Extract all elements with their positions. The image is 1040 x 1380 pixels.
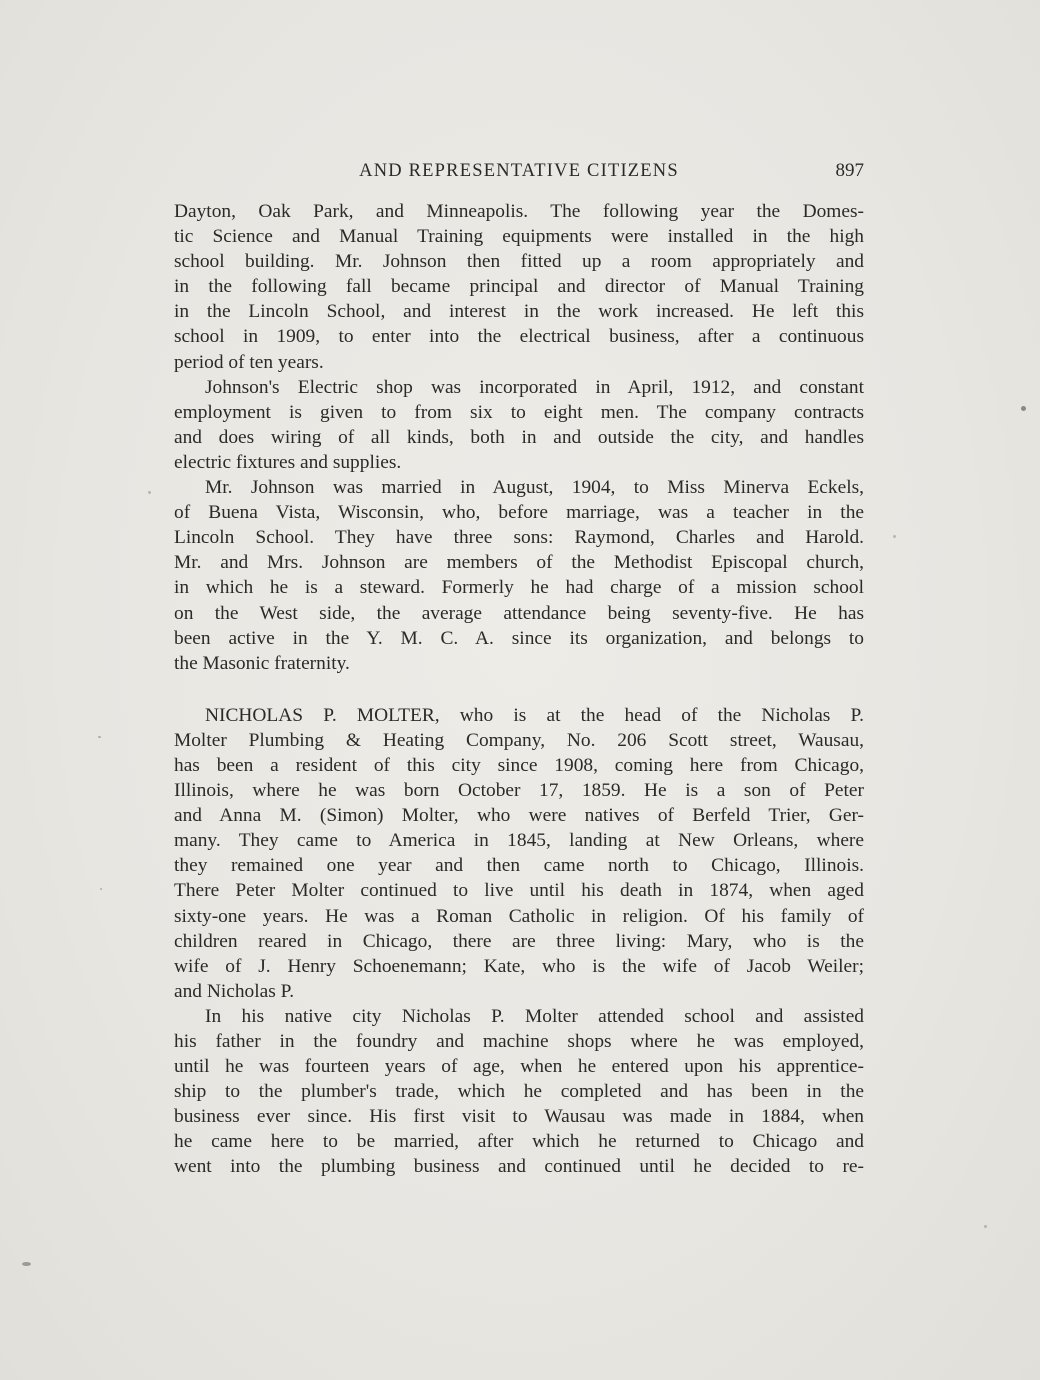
text-line: many. They came to America in 1845, landing at New Orleans, where (174, 830, 864, 852)
text-line: went into the plumbing business and continued until he decided to re- (174, 1156, 864, 1178)
text-line: Lincoln School. They have three sons: Raymond, Charles and Harold. (174, 527, 864, 549)
text-line: and Anna M. (Simon) Molter, who were natives of Berfeld Trier, Ger- (174, 805, 864, 827)
paragraph (174, 375, 864, 475)
text-line: they remained one year and then came north to Chicago, Illinois. (174, 855, 864, 877)
text-line: and does wiring of all kinds, both in and outside the city, and handles (174, 426, 864, 448)
text-line: of Buena Vista, Wisconsin, who, before marriage, was a teacher in the (174, 502, 864, 524)
text-line: in which he is a steward. Formerly he had charge of a mission school (174, 577, 864, 599)
text-line: wife of J. Henry Schoenemann; Kate, who is the wife of Jacob Weiler; (174, 955, 864, 977)
text-line: in the Lincoln School, and interest in the work increased. He left this (174, 301, 864, 323)
text-line: the Masonic fraternity. (174, 652, 350, 674)
scan-speck (100, 888, 102, 890)
text-line: and Nicholas P. (174, 980, 295, 1002)
text-line: period of ten years. (174, 351, 324, 373)
scan-speck (984, 1225, 987, 1228)
scan-speck (22, 1262, 31, 1266)
text-line: employment is given to from six to eight men. The company contracts (174, 401, 864, 423)
text-line: Dayton, Oak Park, and Minneapolis. The following year the Domes- (174, 201, 864, 222)
running-header (174, 158, 864, 184)
text-line: NICHOLAS P. MOLTER, who is at the head of the Nicholas P. (205, 704, 864, 726)
text-line: school in 1909, to enter into the electrical business, after a continuous (174, 326, 864, 348)
text-line: sixty-one years. He was a Roman Catholic in religion. Of his family of (174, 905, 864, 927)
scan-speck (1021, 406, 1026, 411)
paragraph (174, 1004, 864, 1180)
text-line: school building. Mr. Johnson then fitted up a room appropriately and (174, 251, 864, 273)
text-line: in the following fall became principal and director of Manual Training (174, 276, 864, 298)
text-line: until he was fourteen years of age, when he entered upon his apprentice- (174, 1056, 864, 1078)
scan-speck (98, 736, 101, 738)
text-line: Molter Plumbing & Heating Company, No. 206 Scott street, Wausau, (174, 729, 864, 751)
text-line: tic Science and Manual Training equipments were installed in the high (174, 226, 864, 248)
text-line: In his native city Nicholas P. Molter attended school and assisted (205, 1005, 864, 1027)
running-header-title: AND REPRESENTATIVE CITIZENS (359, 161, 679, 181)
text-line: business ever since. His first visit to Wausau was made in 1884, when (174, 1106, 864, 1128)
scan-speck (148, 491, 151, 494)
paragraph (174, 475, 864, 676)
text-line: his father in the foundry and machine shops where he was employed, (174, 1031, 864, 1052)
paragraph (174, 199, 864, 375)
text-line: been active in the Y. M. C. A. since its organization, and belongs to (174, 627, 864, 649)
text-line: Mr. Johnson was married in August, 1904, to Miss Minerva Eckels, (205, 477, 864, 499)
page-number: 897 (835, 160, 864, 181)
text-line: ship to the plumber's trade, which he completed and has been in the (174, 1081, 864, 1103)
text-line: Mr. and Mrs. Johnson are members of the Methodist Episcopal church, (174, 552, 864, 574)
text-line: he came here to be married, after which he returned to Chicago and (174, 1131, 864, 1153)
text-line: has been a resident of this city since 1908, coming here from Chicago, (174, 754, 864, 776)
text-line: electric fixtures and supplies. (174, 451, 402, 473)
text-line: Illinois, where he was born October 17, 1859. He is a son of Peter (174, 780, 864, 802)
text-line: There Peter Molter continued to live until his death in 1874, when aged (174, 880, 864, 902)
body-text (174, 199, 864, 1180)
text-line: children reared in Chicago, there are three living: Mary, who is the (174, 930, 864, 952)
scan-speck (893, 535, 896, 538)
text-line: Johnson's Electric shop was incorporated in April, 1912, and constant (205, 376, 864, 398)
text-line: on the West side, the average attendance being seventy-five. He has (174, 602, 864, 624)
paragraph (174, 703, 864, 1004)
section-gap (174, 676, 864, 703)
